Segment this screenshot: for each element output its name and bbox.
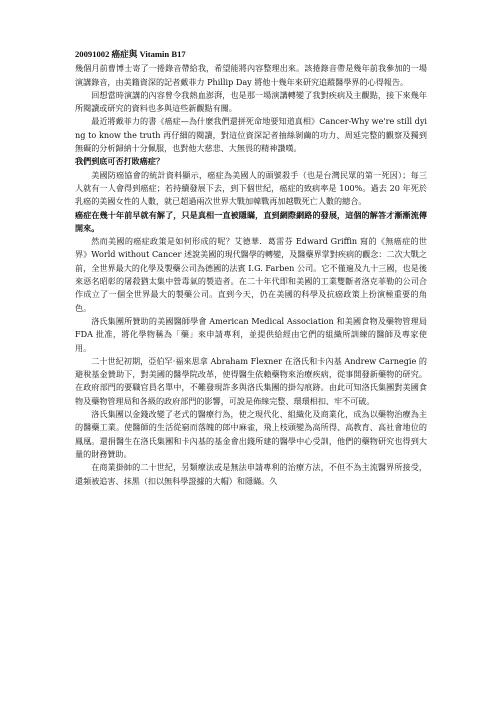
body-paragraph: 回想當時演講的內容曾令我熱血澎湃，也是那一場演講轉變了我對疾病及主觀點，接下來幾年所閱讀或研究的資料也多與這些新觀點有關。 [75, 89, 427, 114]
document-body [75, 62, 427, 488]
body-paragraph: 洛氏集團所贊助的美國醫師學會 American Medical Association 和美國食物及藥物管理局 FDA 批准，將化學物稱為「藥」來申請專利，並提供給經由它們的組織所訓練的醫師及專家使用。 [75, 315, 427, 353]
document-title: 20091002 癌症與 Vitamin B17 [75, 49, 186, 59]
body-paragraph: 洛氏集團以金錢改變了老式的醫療行為，使之現代化、組織化及商業化，成為以藥物治療為主的醫藥工業。使醫師的生活從窮而落魄的郎中麻雀，飛上枝頭變為高所得、高教育、高社會地位的鳳凰。還捐醫生在洛氏集團和卡內基的基金會出錢所建的醫學中心受訓，他們的藥物研究也得到大量的財務贊助。 [75, 409, 427, 459]
body-paragraph: 然而美國的癌症政策是如何形成的呢？艾德華．葛雷芬 Edward Griffin 寫的《無癌症的世界》World without Cancer 述說美國的現代醫學的轉變，及醫藥界掌對疾病的觀念：二次大戰之前，全世界最大的化學及製藥公司為德國的法賓 I.G. Farben 公司。它不僅遍及九十三國，也是後來惡名昭彰的屠殺猶太集中營毒氣的製造者。在二十年代即和美國的工業雙斷者洛克菲勒的公司合作成立了一個全世界最大的製藥公司。直到今天，仍在美國的科學及抗癌政策上扮演極重要的角色。 [75, 236, 427, 313]
body-paragraph: 在商業掛帥的二十世紀，另類療法或是無法申請專利的治療方法，不但不為主流醫界所接受，還頻被追害、抹黑（扣以無科學證據的大帽）和隱瞞。久 [75, 462, 427, 486]
section-heading: 我們到底可否打敗癌症？ [75, 156, 165, 167]
body-paragraph: 二十世紀初期，亞伯罕·福來思拿 Abraham Flexner 在洛氏和卡內基 Andrew Carnegie 的避稅基金贊助下，對美國的醫學院改革，使得醫生依賴藥物來治療疾病，從事開發新藥物的研究。在政府部門的要職官員名單中，不難發現許多與洛氏集團的掛勾痕跡。由此可知洛氏集團對美國食物及藥物管理局和各級的政府部門的影響，可說是佈線完整、環環相扣、牢不可破。 [75, 355, 427, 406]
body-paragraph: 幾個月前曹博士寄了一捲錄音帶給我，希望能將內容整理出來。該捲錄音帶是幾年前我參加的一場演講錄音，由美籍資深的記者戴菲力 Phillip Day 將他十幾年來研究追蹤醫學界的心得報告。 [75, 63, 427, 87]
body-paragraph: 最近將戴菲力的書《癌症—為什麼我們還拼死命地要知道真相》Cancer-Why we're still dying to know the truth 再仔細的閱讀，對這位資深記者抽絲剝繭的功力、周延完整的觀察及獨到無礙的分析歸納十分佩服，也對他大慈悲、大無畏的精神讚嘆。 [75, 116, 427, 154]
document-page [75, 48, 427, 488]
body-paragraph: 美國防癌協會的統計資料顯示，癌症為美國人的頭號殺手（也是台灣民眾的第一死因）；每三人就有一人會得到癌症；若持續發展下去，到下個世紀，癌症的致病率是 100%。過去 20 年死於乳癌的美國女性的人數，就已超過兩次世界大戰加韓戰再加越戰死亡人數的總合。 [75, 169, 427, 207]
section-heading: 癌症在幾十年前早就有解了，只是真相一直被隱瞞，直到網際網路的發展，這個的解答才漸漸流傳開來。 [75, 209, 427, 233]
